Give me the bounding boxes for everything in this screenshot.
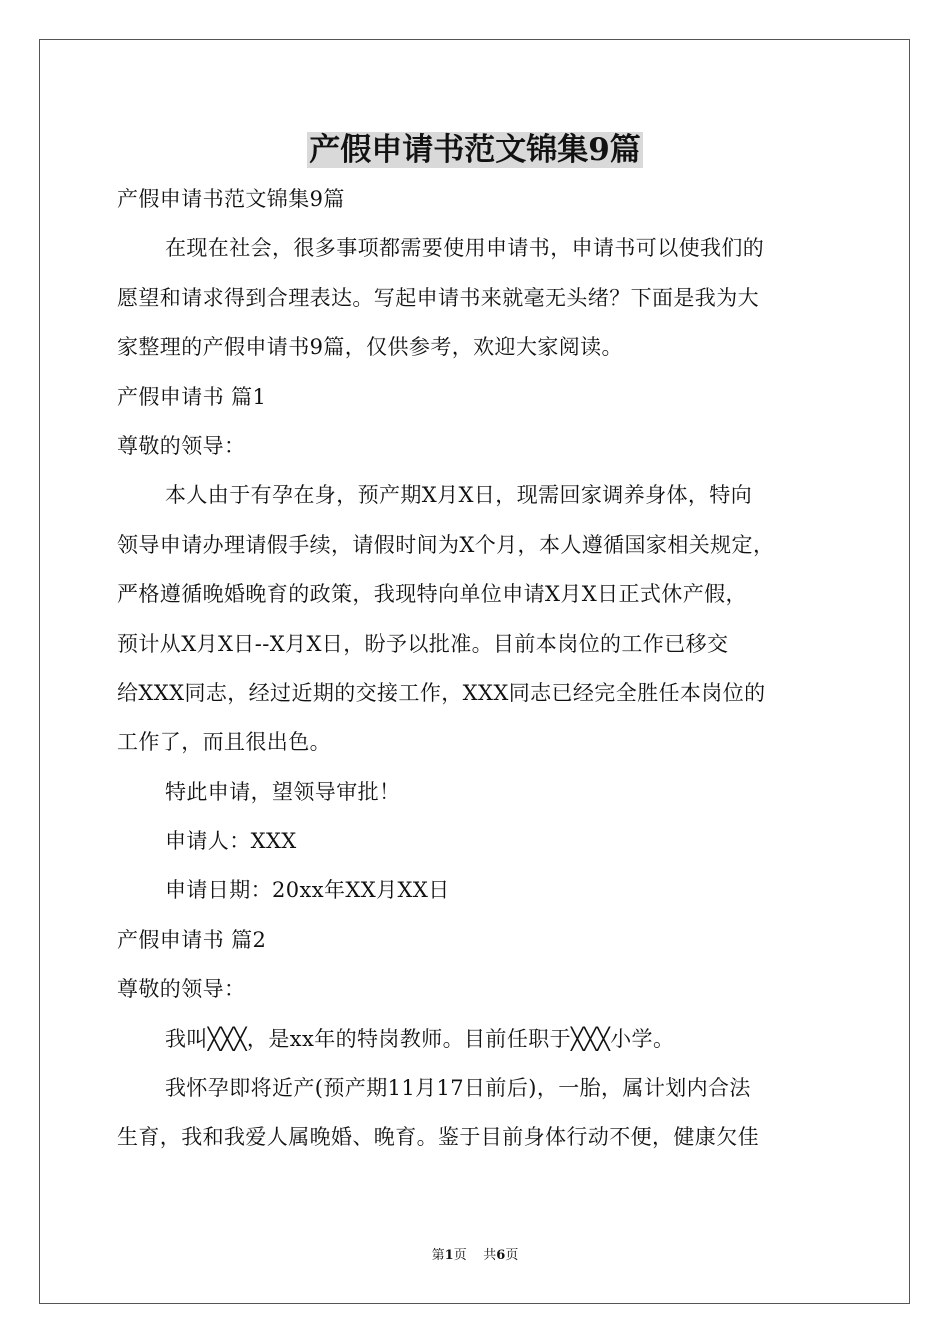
body-line: 特此申请，望领导审批！ [165,779,401,804]
total-pages: 6 [496,1248,506,1263]
salutation: 尊敬的领导： [117,977,246,1002]
body-line: 给XXX同志，经过近期的交接工作，XXX同志已经完全胜任本岗位的 [117,680,766,705]
date-line: 申请日期：20xx年XX月XX日 [165,878,450,903]
body-line: 我怀孕即将近产(预产期11月17日前后)，一胎，属计划内合法 [165,1076,751,1101]
salutation: 尊敬的领导： [117,433,246,458]
body-line: 家整理的产假申请书9篇，仅供参考，欢迎大家阅读。 [117,335,623,360]
body-line: 生育，我和我爱人属晚婚、晚育。鉴于目前身体行动不便，健康欠佳 [117,1125,759,1150]
page-footer [0,1246,950,1266]
page-prefix: 第 [431,1248,445,1263]
total-suffix: 页 [505,1248,519,1263]
body-line: 在现在社会，很多事项都需要使用申请书，申请书可以使我们的 [165,236,765,261]
document-body [117,175,835,1163]
document-title [0,126,950,174]
body-line: 本人由于有孕在身，预产期X月X日，现需回家调养身体，特向 [165,483,753,508]
page-suffix: 页 [453,1248,467,1263]
body-line: 愿望和请求得到合理表达。写起申请书来就毫无头绪？下面是我为大 [117,285,759,310]
total-prefix: 共 [483,1248,497,1263]
section-heading: 产假申请书 篇2 [117,927,267,952]
page-number: 1 [444,1248,454,1263]
body-line: 我叫╳╳╳，是xx年的特岗教师。目前任职于╳╳╳小学。 [165,1026,675,1051]
applicant-line: 申请人：XXX [165,829,297,854]
body-line: 工作了，而且很出色。 [117,730,331,755]
section-heading: 产假申请书 篇1 [117,384,267,409]
body-line: 严格遵循晚婚晚育的政策，我现特向单位申请X月X日正式休产假， [117,582,747,607]
body-line: 领导申请办理请假手续，请假时间为X个月，本人遵循国家相关规定， [117,532,775,557]
body-line: 预计从X月X日--X月X日，盼予以批准。目前本岗位的工作已移交 [117,631,729,656]
body-line: 产假申请书范文锦集9篇 [117,187,345,211]
document-title-text: 产假申请书范文锦集9篇 [309,132,641,168]
